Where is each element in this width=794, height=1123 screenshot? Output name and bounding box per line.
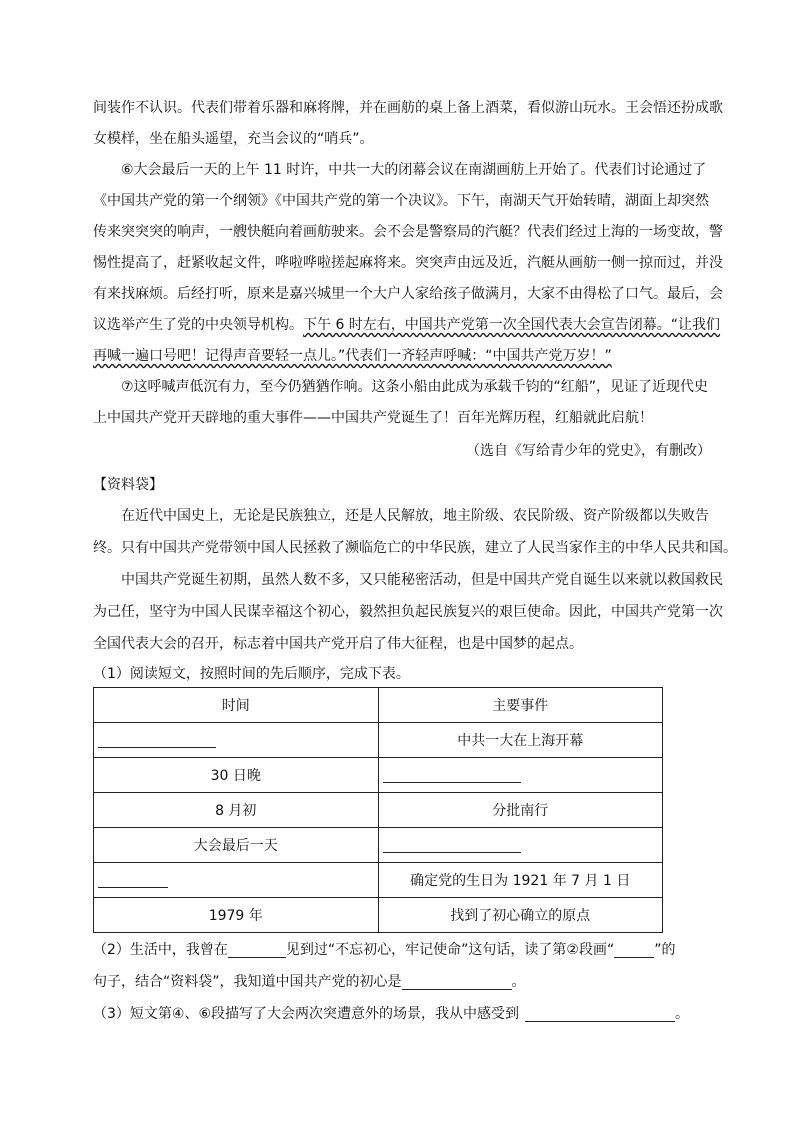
- question-2-line-1: [93, 940, 723, 960]
- question-2-part-a: （2）生活中，我曾在: [93, 942, 228, 958]
- event-cell: 分批南行: [378, 793, 663, 828]
- resource-heading: 【资料袋】: [93, 477, 163, 493]
- resource-paragraph-1-line-1: 在近代中国史上，无论是民族独立，还是人民解放，地主阶级、农民阶级、资产阶级都以失败告: [121, 508, 709, 524]
- paragraph-6-line-4: 惕性提高了，赶紧收起文件，哗啦哗啦搓起麻将来。突突声由远及近，汽艇从画舫一侧一掠而过，并没: [93, 255, 723, 271]
- time-answer-blank[interactable]: [94, 723, 379, 758]
- paragraph-6-line-5: 有来找麻烦。后经打听，原来是嘉兴城里一个大户人家给孩子做满月，大家不由得松了口气。最后，会: [93, 286, 723, 302]
- paragraph-7-line-2: 上中国共产党开天辟地的重大事件——中国共产党诞生了！百年光辉历程，红船就此启航！: [93, 410, 653, 426]
- question-3-part-b: 。: [675, 1006, 690, 1022]
- question-2-line-2: [93, 972, 723, 992]
- question-2-part-b: 见到过“不忘初心，牢记使命”这句话，读了第②段画“: [285, 942, 615, 958]
- answer-blank[interactable]: [402, 975, 512, 990]
- paragraph-6-line-1: ⑥大会最后一天的上午 11 时许，中共一大的闭幕会议在南湖画舫上开始了。代表们讨论通过了: [121, 162, 707, 178]
- event-cell: 确定党的生日为 1921 年 7 月 1 日: [378, 863, 663, 898]
- blank-line: [383, 838, 521, 853]
- underlined-sentence-end: 再喊一遍口号吧！记得声音要轻一点儿。”代表们一齐轻声呼喊：“中国共产党万岁！”: [93, 348, 612, 364]
- paragraph-6-line-6: [93, 315, 723, 335]
- time-cell: 大会最后一天: [94, 828, 379, 863]
- timeline-table: [93, 687, 663, 933]
- question-1-prompt: （1）阅读短文，按照时间的先后顺序，完成下表。: [93, 666, 410, 682]
- paragraph-6-line-3: 传来突突突的响声，一艘快艇向着画舫驶来。会不会是警察局的汽艇？代表们经过上海的一场变故，警: [93, 224, 723, 240]
- table-header-row: [94, 688, 663, 723]
- time-cell: 1979 年: [94, 898, 379, 933]
- resource-paragraph-2-line-1: 中国共产党诞生初期，虽然人数不多，又只能秘密活动，但是中国共产党自诞生以来就以救国救民: [121, 572, 723, 588]
- table-row: [94, 898, 663, 933]
- answer-blank[interactable]: [525, 1007, 675, 1022]
- question-2-part-e: 。: [511, 974, 526, 990]
- header-event: 主要事件: [378, 688, 663, 723]
- event-cell: 找到了初心确立的原点: [378, 898, 663, 933]
- paragraph-6-line-6-plain: 议选举产生了党的中央领导机构。: [93, 317, 303, 333]
- resource-paragraph-2-line-3: 全国代表大会的召开，标志着中国共产党开启了伟大征程，也是中国梦的起点。: [93, 636, 583, 652]
- source-citation: （选自《写给青少年的党史》，有删改）: [466, 443, 711, 459]
- table-row: [94, 758, 663, 793]
- blank-line: [98, 873, 168, 888]
- question-2-part-c: ”的: [654, 942, 676, 958]
- event-answer-blank[interactable]: [378, 758, 663, 793]
- event-cell: 中共一大在上海开幕: [378, 723, 663, 758]
- question-2-part-d: 句子，结合“资料袋”，我知道中国共产党的初心是: [93, 974, 402, 990]
- question-3-part-a: （3）短文第④、⑥段描写了大会两次突遭意外的场景，我从中感受到: [93, 1006, 520, 1022]
- question-3-line: [93, 1004, 723, 1024]
- event-answer-blank[interactable]: [378, 828, 663, 863]
- paragraph-6-line-7: [93, 346, 723, 366]
- resource-paragraph-2-line-2: 为己任，坚守为中国人民谋幸福这个初心，毅然担负起民族复兴的艰巨使命。因此，中国共产党第一次: [93, 604, 723, 620]
- table-row: [94, 793, 663, 828]
- answer-blank[interactable]: [614, 943, 654, 958]
- paragraph-5-line-1: 间装作不认识。代表们带着乐器和麻将牌，并在画舫的桌上备上酒菜，看似游山玩水。王会悟还扮成歌: [93, 100, 723, 116]
- underlined-sentence-start: 下午 6 时左右，中国共产党第一次全国代表大会宣告闭幕。“让我们: [303, 317, 721, 333]
- time-cell: 30 日晚: [94, 758, 379, 793]
- time-cell: 8 月初: [94, 793, 379, 828]
- paragraph-6-line-2: 《中国共产党的第一个纲领》《中国共产党的第一个决议》。下午，南湖天气开始转晴，湖面上却突然: [93, 193, 709, 209]
- table-row: [94, 828, 663, 863]
- answer-blank[interactable]: [228, 943, 286, 958]
- resource-paragraph-1-line-2: 终。只有中国共产党带领中国人民拯救了濒临危亡的中华民族，建立了人民当家作主的中华人民共和国。: [93, 540, 737, 556]
- paragraph-7-line-1: ⑦这呼喊声低沉有力，至今仍猶猶作响。这条小船由此成为承载千钧的“红船”，见证了近现代史: [121, 379, 709, 395]
- table-row: [94, 863, 663, 898]
- time-answer-blank[interactable]: [94, 863, 379, 898]
- paragraph-5-line-2: 女模样，坐在船头遥望，充当会议的“哨兵”。: [93, 131, 374, 147]
- blank-line: [383, 768, 521, 783]
- blank-line: [98, 733, 216, 748]
- table-row: [94, 723, 663, 758]
- header-time: 时间: [94, 688, 379, 723]
